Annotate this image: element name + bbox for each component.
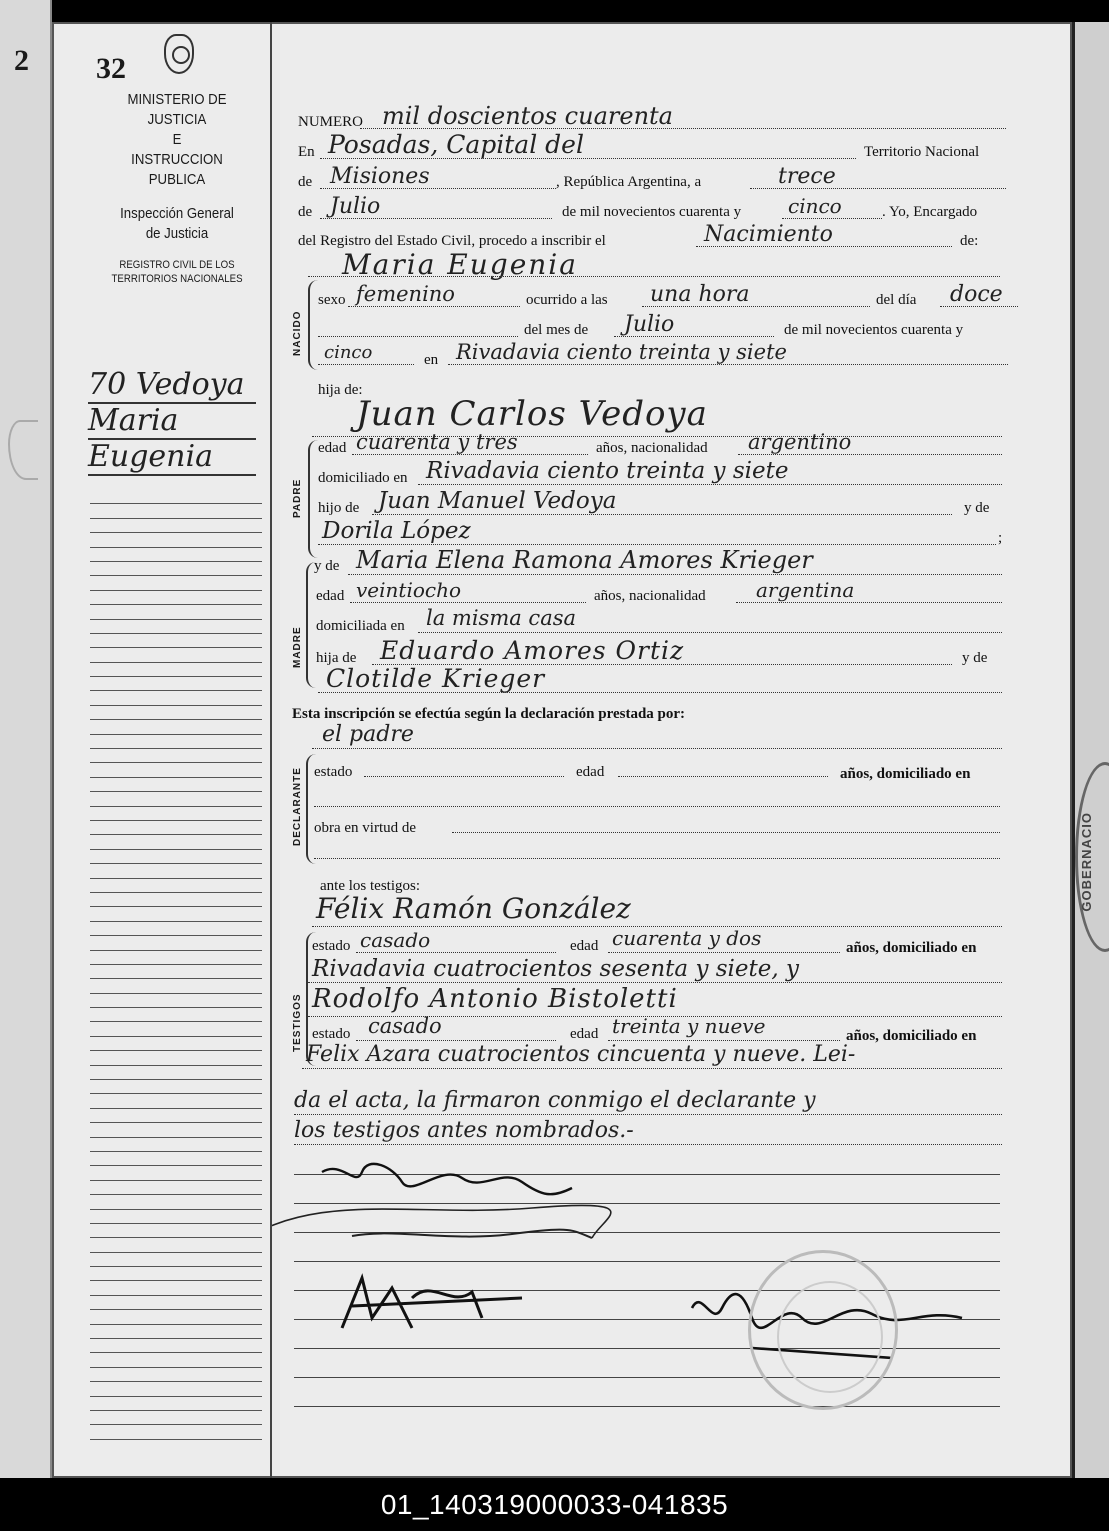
maternal-grandfather: Eduardo Amores Ortiz bbox=[380, 636, 685, 665]
ruled-line bbox=[90, 620, 262, 634]
ruled-line bbox=[90, 951, 262, 965]
label-year: de mil novecientos cuarenta y bbox=[562, 204, 742, 220]
fill-line bbox=[614, 336, 774, 337]
ruled-line bbox=[90, 850, 262, 864]
margin-number: 70 bbox=[88, 367, 127, 402]
label-obra: obra en virtud de bbox=[314, 820, 417, 836]
label-territorio: Territorio Nacional bbox=[864, 144, 980, 160]
margin-given-name: Eugenia bbox=[88, 440, 256, 476]
witness1-status: casado bbox=[360, 928, 431, 952]
ruled-line bbox=[90, 807, 262, 821]
ruled-line bbox=[90, 778, 262, 792]
section-label-padre: PADRE bbox=[292, 478, 303, 518]
label-estado: estado bbox=[312, 938, 351, 954]
label-domiciliado: domiciliado en bbox=[318, 470, 408, 486]
label-anos: años, nacionalidad bbox=[594, 588, 706, 604]
witness2-address: Felix Azara cuatrocientos cincuenta y nueve. Lei- bbox=[306, 1042, 856, 1067]
official-stamp bbox=[748, 1250, 898, 1410]
section-label-nacido: NACIDO bbox=[292, 310, 303, 356]
birth-year-suffix: cinco bbox=[324, 342, 373, 363]
margin-given-name: Maria bbox=[88, 404, 256, 440]
section-brace bbox=[306, 562, 316, 688]
fill-line bbox=[418, 484, 1002, 485]
label-en: en bbox=[424, 352, 439, 368]
witness1-address: Rivadavia cuatrocientos sesenta y siete, y bbox=[312, 956, 799, 982]
ruled-line bbox=[90, 1037, 262, 1051]
birth-day: doce bbox=[950, 282, 1003, 307]
label-hija: hija de: bbox=[318, 382, 363, 398]
closing-line: los testigos antes nombrados.- bbox=[294, 1118, 634, 1143]
fill-line bbox=[314, 858, 1000, 859]
fill-line bbox=[738, 454, 1002, 455]
territory: Misiones bbox=[330, 164, 430, 189]
declarant-signature bbox=[322, 1164, 572, 1194]
fill-line bbox=[348, 574, 1002, 575]
ruled-line bbox=[90, 548, 262, 562]
fill-line bbox=[372, 514, 952, 515]
ruled-line bbox=[90, 994, 262, 1008]
label-edad: edad bbox=[570, 938, 599, 954]
ruled-line bbox=[90, 1281, 262, 1295]
fill-line bbox=[696, 246, 952, 247]
ruled-line bbox=[90, 965, 262, 979]
mother-address: la misma casa bbox=[426, 606, 577, 630]
ruled-line bbox=[90, 1368, 262, 1382]
ruled-line bbox=[90, 1296, 262, 1310]
mother-age: veintiocho bbox=[356, 578, 462, 602]
label-de: de bbox=[298, 174, 313, 190]
ruled-line bbox=[90, 1238, 262, 1252]
fill-line bbox=[308, 982, 1002, 983]
ruled-line bbox=[90, 533, 262, 547]
label-yde: y de bbox=[964, 500, 990, 516]
ruled-line bbox=[90, 821, 262, 835]
fill-line bbox=[320, 218, 552, 219]
ministry-line: INSTRUCCION PUBLICA bbox=[131, 151, 223, 188]
image-id-bar bbox=[0, 1478, 1109, 1531]
label-edad: edad bbox=[318, 440, 347, 456]
fill-line bbox=[318, 544, 996, 545]
section-label-madre: MADRE bbox=[292, 626, 303, 668]
adjacent-page-edge bbox=[0, 0, 52, 1478]
ruled-line bbox=[90, 1152, 262, 1166]
label-estado: estado bbox=[312, 1026, 351, 1042]
label-yde: y de bbox=[314, 558, 340, 574]
witness2-name: Rodolfo Antonio Bistoletti bbox=[312, 984, 678, 1014]
label-numero: NUMERO bbox=[298, 114, 364, 130]
ruled-line bbox=[90, 922, 262, 936]
ruled-line bbox=[90, 1022, 262, 1036]
label-estado: estado bbox=[314, 764, 353, 780]
paternal-grandfather: Juan Manuel Vedoya bbox=[378, 488, 617, 514]
fill-line bbox=[360, 128, 1006, 129]
ruled-line bbox=[90, 1397, 262, 1411]
ruled-line bbox=[90, 1310, 262, 1324]
record-number: mil doscientos cuarenta bbox=[382, 102, 673, 130]
witness2-status: casado bbox=[368, 1014, 442, 1038]
fill-line bbox=[618, 776, 828, 777]
ruled-line bbox=[90, 1425, 262, 1439]
label-ocurrido: ocurrido a las bbox=[526, 292, 608, 308]
maternal-grandmother: Clotilde Krieger bbox=[326, 664, 546, 693]
label-yde: y de bbox=[962, 650, 988, 666]
ruled-line bbox=[90, 1051, 262, 1065]
label-hijode: hijo de bbox=[318, 500, 360, 516]
label-anos-domiciliado: años, domiciliado en bbox=[840, 766, 971, 782]
fill-line bbox=[294, 1144, 1002, 1145]
ruled-line bbox=[90, 576, 262, 590]
label-deldia: del día bbox=[876, 292, 917, 308]
ruled-line bbox=[90, 634, 262, 648]
signature-strokes bbox=[272, 1158, 1020, 1458]
child-name: Maria Eugenia bbox=[342, 248, 578, 281]
ruled-line bbox=[90, 1138, 262, 1152]
corner-number: 2 bbox=[14, 44, 29, 77]
inspection-line: de Justicia bbox=[145, 225, 209, 242]
fill-line bbox=[356, 952, 556, 953]
fill-line bbox=[312, 748, 1002, 749]
label-mil: de mil novecientos cuarenta y bbox=[784, 322, 964, 338]
mother-nationality: argentina bbox=[756, 578, 855, 602]
fill-line bbox=[750, 188, 1006, 189]
ruled-line bbox=[90, 1353, 262, 1367]
father-age: cuarenta y tres bbox=[356, 430, 518, 454]
ruled-line bbox=[90, 979, 262, 993]
ruled-line bbox=[90, 1224, 262, 1238]
witness2-age: treinta y nueve bbox=[612, 1014, 766, 1038]
ruled-line bbox=[90, 907, 262, 921]
ruled-line bbox=[90, 864, 262, 878]
label-registro: del Registro del Estado Civil, procedo a inscribir el bbox=[298, 233, 606, 249]
fill-line bbox=[782, 218, 882, 219]
ruled-line bbox=[90, 1181, 262, 1195]
fill-line bbox=[736, 602, 1002, 603]
month: Julio bbox=[330, 194, 381, 219]
section-brace bbox=[308, 440, 318, 558]
ruled-line bbox=[90, 706, 262, 720]
folio-number: 32 bbox=[96, 52, 126, 85]
fill-line bbox=[452, 832, 1000, 833]
ruled-line bbox=[90, 1382, 262, 1396]
ruled-line bbox=[90, 1195, 262, 1209]
label-edad: edad bbox=[570, 1026, 599, 1042]
label-en: En bbox=[298, 144, 315, 160]
ruled-line bbox=[90, 735, 262, 749]
ruled-line bbox=[90, 677, 262, 691]
ruled-line bbox=[90, 1123, 262, 1137]
fill-line bbox=[356, 1040, 556, 1041]
label-domiciliada: domiciliada en bbox=[316, 618, 405, 634]
witness1-name: Félix Ramón González bbox=[316, 892, 631, 925]
national-crest-icon bbox=[164, 34, 194, 74]
ruled-line bbox=[90, 1253, 262, 1267]
ruled-line bbox=[90, 1080, 262, 1094]
ruled-line bbox=[90, 1210, 262, 1224]
label-de: de: bbox=[960, 233, 979, 249]
ruled-line bbox=[90, 605, 262, 619]
signature-flourish bbox=[272, 1205, 611, 1248]
hour: una hora bbox=[650, 282, 750, 307]
ruled-line bbox=[90, 691, 262, 705]
label-inscripcion: Esta inscripción se efectúa según la declaración prestada por: bbox=[292, 706, 686, 722]
ruled-line bbox=[90, 835, 262, 849]
ruled-line bbox=[90, 1109, 262, 1123]
registry-line: TERRITORIOS NACIONALES bbox=[111, 273, 243, 285]
mother-name: Maria Elena Ramona Amores Krieger bbox=[356, 546, 813, 574]
ruled-line bbox=[90, 1411, 262, 1425]
label-yo: . Yo, Encargado bbox=[882, 204, 978, 220]
fill-line bbox=[318, 336, 518, 337]
father-name: Juan Carlos Vedoya bbox=[356, 394, 708, 434]
father-nationality: argentino bbox=[748, 430, 852, 454]
ruled-line bbox=[90, 663, 262, 677]
fill-line bbox=[302, 1068, 1002, 1069]
fill-line bbox=[320, 158, 856, 159]
label-de: de bbox=[298, 204, 313, 220]
ruled-line bbox=[90, 936, 262, 950]
label-edad: edad bbox=[316, 588, 345, 604]
ministry-header bbox=[102, 90, 252, 286]
section-label-declarante: DECLARANTE bbox=[292, 767, 303, 846]
ruled-line bbox=[90, 879, 262, 893]
image-id: 01_140319000033-041835 bbox=[380, 1488, 729, 1520]
fill-line bbox=[608, 952, 840, 953]
act-type: Nacimiento bbox=[704, 222, 833, 247]
ruled-line bbox=[90, 1094, 262, 1108]
label-mes: del mes de bbox=[524, 322, 589, 338]
ruled-line bbox=[90, 1008, 262, 1022]
label-edad: edad bbox=[576, 764, 605, 780]
seal-fragment-text: GOBERNACIO bbox=[1079, 812, 1094, 912]
margin-ruled-lines bbox=[90, 490, 262, 1440]
declarant: el padre bbox=[322, 722, 414, 747]
fill-line bbox=[320, 188, 556, 189]
fill-line bbox=[318, 692, 1002, 693]
ruled-line bbox=[90, 720, 262, 734]
label-republica: , República Argentina, a bbox=[556, 174, 702, 190]
ruled-line bbox=[90, 648, 262, 662]
ruled-line bbox=[90, 893, 262, 907]
ministry-line: E bbox=[172, 131, 182, 148]
label-anos-domiciliado: años, domiciliado en bbox=[846, 940, 977, 956]
fill-line bbox=[642, 306, 870, 307]
fill-line bbox=[608, 1040, 840, 1041]
ruled-line bbox=[90, 591, 262, 605]
ministry-line: MINISTERIO DE JUSTICIA bbox=[127, 91, 227, 128]
witness1-signature bbox=[352, 1230, 592, 1238]
ruled-line bbox=[90, 1339, 262, 1353]
fill-line bbox=[448, 364, 1008, 365]
place: Posadas, Capital del bbox=[328, 130, 584, 159]
fill-line bbox=[308, 276, 1000, 277]
fill-line bbox=[314, 806, 1000, 807]
ruled-line bbox=[90, 504, 262, 518]
sex: femenino bbox=[356, 282, 455, 306]
fill-line bbox=[350, 602, 586, 603]
fill-line bbox=[352, 454, 588, 455]
margin-entry-line bbox=[88, 368, 256, 404]
fill-line bbox=[940, 306, 1018, 307]
fill-line bbox=[364, 776, 564, 777]
birth-place: Rivadavia ciento treinta y siete bbox=[456, 340, 787, 364]
witness2-signature bbox=[342, 1278, 522, 1328]
ruled-line bbox=[90, 749, 262, 763]
fill-line bbox=[294, 1114, 1002, 1115]
birth-month: Julio bbox=[624, 312, 675, 337]
fill-line bbox=[318, 364, 414, 365]
inspection-line: Inspección General bbox=[120, 205, 234, 222]
label-testigos: ante los testigos: bbox=[320, 878, 420, 894]
label-sexo: sexo bbox=[318, 292, 346, 308]
year-suffix: cinco bbox=[788, 194, 842, 218]
next-page-edge bbox=[1072, 22, 1109, 1478]
margin-surname: Vedoya bbox=[135, 367, 245, 402]
ruled-line bbox=[90, 792, 262, 806]
ruled-line bbox=[90, 763, 262, 777]
label-anos: años, nacionalidad bbox=[596, 440, 708, 456]
ruled-line bbox=[90, 519, 262, 533]
registry-line: REGISTRO CIVIL DE LOS bbox=[119, 259, 235, 271]
ruled-line bbox=[90, 1166, 262, 1180]
ruled-line bbox=[90, 490, 262, 504]
ruled-line bbox=[90, 1325, 262, 1339]
section-label-testigos: TESTIGOS bbox=[292, 993, 303, 1052]
day: trece bbox=[778, 164, 836, 189]
margin-entry-name bbox=[88, 368, 256, 476]
birth-certificate-form bbox=[272, 22, 1020, 1478]
fill-line bbox=[418, 632, 1002, 633]
section-brace bbox=[308, 280, 318, 370]
witness1-age: cuarenta y dos bbox=[612, 926, 762, 950]
ruled-line bbox=[90, 1267, 262, 1281]
adjacent-page-mark bbox=[8, 420, 38, 480]
closing-line: da el acta, la firmaron conmigo el declarante y bbox=[294, 1088, 816, 1113]
ruled-line bbox=[90, 562, 262, 576]
label-hijade: hija de bbox=[316, 650, 357, 666]
label-semicolon: ; bbox=[998, 530, 1003, 546]
fill-line bbox=[348, 306, 520, 307]
label-anos-domiciliado: años, domiciliado en bbox=[846, 1028, 977, 1044]
ruled-line bbox=[90, 1066, 262, 1080]
paternal-grandmother: Dorila López bbox=[322, 518, 471, 544]
margin-column bbox=[52, 22, 272, 1478]
father-address: Rivadavia ciento treinta y siete bbox=[426, 458, 789, 484]
